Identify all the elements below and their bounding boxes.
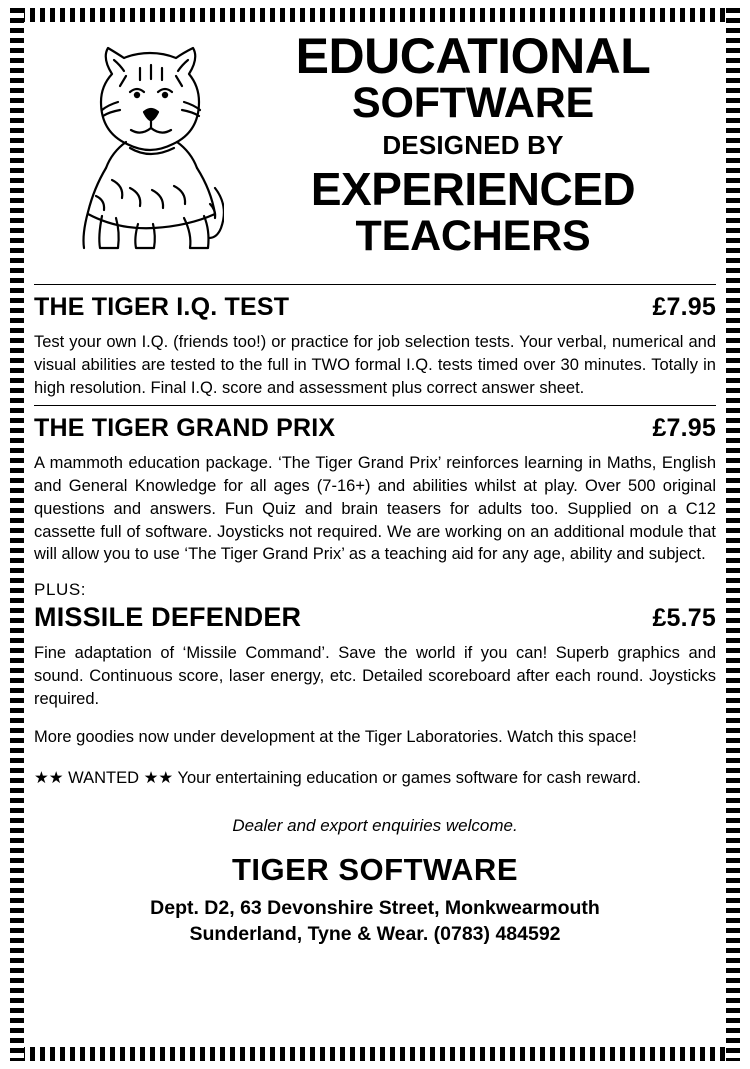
headline-line-2: SOFTWARE — [351, 79, 595, 127]
product-3-description: Fine adaptation of ‘Missile Command’. Save the world if you can! Superb graphics and sound. Continuous score, laser energy, etc. Detailed scoreboard after each round. Joysticks required. — [34, 644, 716, 708]
plus-label: PLUS: — [34, 580, 87, 600]
headline-line-4: EXPERIENCED — [310, 163, 636, 216]
decorative-border-top — [10, 8, 740, 22]
headline-block — [230, 28, 716, 261]
more-goodies-note: More goodies now under development at the Tiger Laboratories. Watch this space! — [34, 728, 637, 747]
product-1-title: THE TIGER I.Q. TEST — [34, 293, 290, 321]
product-2-heading — [34, 414, 716, 443]
address-line-1: Dept. D2, 63 Devonshire Street, Monkwearmouth — [150, 896, 600, 919]
headline-line-1: EDUCATIONAL — [295, 28, 651, 84]
dealer-enquiries-note: Dealer and export enquiries welcome. — [232, 815, 518, 835]
ad-header — [34, 28, 716, 278]
product-2-title: THE TIGER GRAND PRIX — [34, 414, 336, 443]
divider-above-product-1 — [34, 284, 716, 285]
product-1-description: Test your own I.Q. (friends too!) or practice for job selection tests. Your verbal, numerical and visual abilities are tested to the full in TWO formal I.Q. tests timed over 30 minutes. Totally in high resolution. Final I.Q. score and assessment plus correct answer sheet. — [34, 333, 716, 397]
address-line-2: Sunderland, Tyne & Wear. (0783) 484592 — [189, 923, 561, 946]
product-1-price: £7.95 — [652, 293, 716, 321]
product-3-price: £5.75 — [652, 604, 716, 633]
headline-line-5: TEACHERS — [355, 212, 591, 261]
product-2-price: £7.95 — [652, 414, 716, 443]
product-1-heading — [34, 293, 716, 322]
wanted-note: ★★ WANTED ★★ Your entertaining education or games software for cash reward. — [34, 769, 641, 788]
ad-footer — [34, 852, 716, 948]
tiger-illustration — [34, 28, 230, 258]
decorative-border-left — [10, 8, 24, 1061]
product-3-title: MISSILE DEFENDER — [34, 602, 302, 633]
decorative-border-bottom — [10, 1047, 740, 1061]
headline-line-3: DESIGNED BY — [382, 130, 564, 161]
decorative-border-right — [726, 8, 740, 1061]
divider-above-product-2 — [34, 405, 716, 406]
company-name: TIGER SOFTWARE — [232, 851, 518, 887]
product-2-description: A mammoth education package. ‘The Tiger Grand Prix’ reinforces learning in Maths, English and General Knowledge for all ages (7-16+) and abilities whilst at play. Over 500 original questions and answers. Fun Quiz and brain teasers for adults too. Supplied on a C12 cassette full of software. Joysticks not required. We are working on an additional module that will allow you to use ‘The Tiger Grand Prix’ as a teaching aid for any age, ability and subject. — [34, 454, 716, 564]
ad-content — [34, 28, 716, 1038]
product-3-heading — [34, 602, 716, 633]
